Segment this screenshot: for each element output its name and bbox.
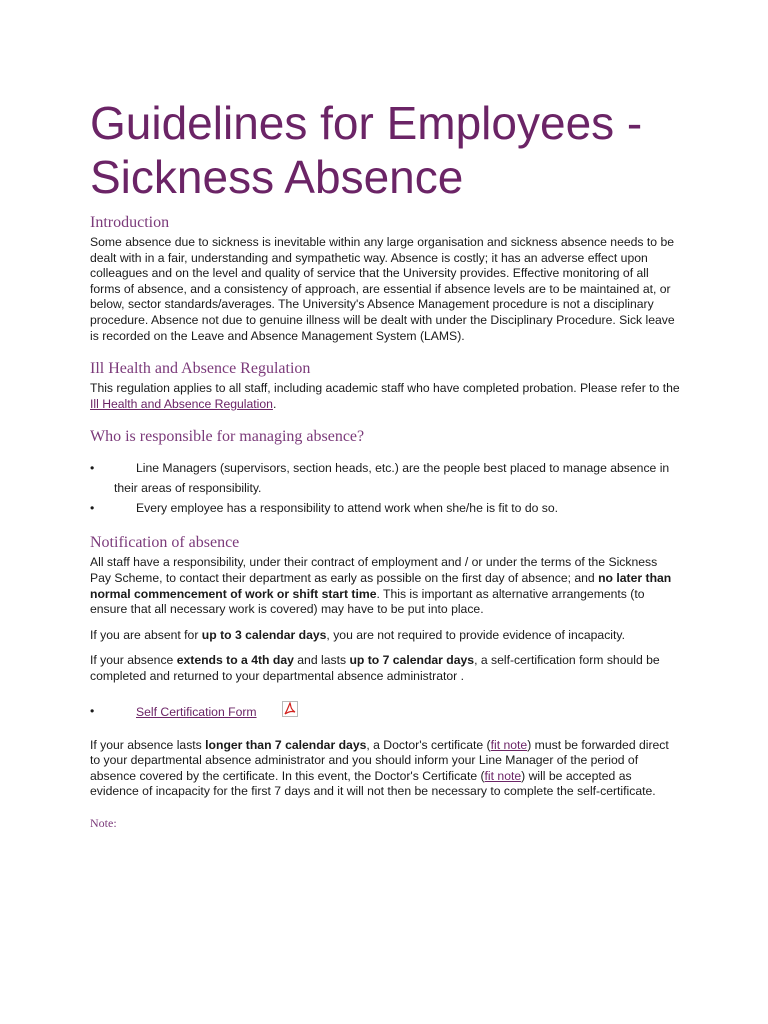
- regulation-text-before: This regulation applies to all staff, including academic staff who have completed probation. Please refer to the: [90, 381, 680, 396]
- regulation-heading: Ill Health and Absence Regulation: [90, 360, 311, 378]
- list-item: [90, 498, 680, 518]
- bullet-glyph: •: [90, 501, 95, 516]
- notification-p4-text-end: ) will be accepted as evidence of incapacity for the first 7 days and it will not then be necessary to complete the self-certificate.: [90, 768, 656, 799]
- page-title: [90, 96, 680, 204]
- responsible-heading: Who is responsible for managing absence?: [90, 428, 365, 446]
- notification-p2-text: If you are absent for: [90, 627, 202, 642]
- form-list: [90, 701, 680, 722]
- notification-p3-text-end: , a self-certification form should be completed and returned to your departmental absence administrator .: [90, 653, 660, 683]
- notification-p3-bold-1: extends to a 4th day: [176, 653, 294, 668]
- notification-paragraph-2: [90, 628, 680, 644]
- notification-heading: Notification of absence: [90, 534, 240, 552]
- title-line-2: Sickness Absence: [90, 151, 464, 203]
- notification-p2-bold: up to 3 calendar days: [201, 627, 327, 642]
- introduction-heading: Introduction: [90, 214, 170, 231]
- notification-paragraph-4: [90, 738, 680, 800]
- list-item-text: Every employee has a responsibility to attend work when she/he is fit to do so.: [136, 501, 559, 516]
- notification-p1-text-end: . This is important as alternative arrangements (to ensure that all necessary work is covered) may have to be put into place.: [90, 586, 645, 617]
- notification-p3-text: If your absence: [90, 653, 177, 668]
- notification-paragraph-3: [90, 653, 680, 684]
- self-certification-form-link[interactable]: Self Certification Form: [136, 704, 257, 719]
- notification-p4-text: If your absence lasts: [90, 737, 206, 752]
- notification-p3-bold-2: up to 7 calendar days: [349, 653, 475, 668]
- list-item: [90, 701, 680, 722]
- notification-p1-text: All staff have a responsibility, under their contract of employment and / or under the terms of the Sickness Pay Scheme, to contact their department as early as possible on the first day of absence; and: [90, 555, 658, 585]
- regulation-link[interactable]: Ill Health and Absence Regulation: [90, 396, 273, 411]
- notification-p3-text-mid: and lasts: [293, 653, 350, 668]
- title-line-1: Guidelines for Employees -: [90, 97, 643, 149]
- list-item-text: [114, 701, 276, 722]
- regulation-text: [90, 381, 680, 412]
- list-item: [90, 458, 680, 498]
- notification-p4-bold: longer than 7 calendar days: [205, 737, 367, 752]
- regulation-text-after: .: [272, 396, 277, 411]
- fit-note-link[interactable]: fit note: [484, 768, 522, 783]
- notification-p4-text-3: ) must be forwarded direct to your departmental absence administrator and you should inform your Line Manager of the period of absence covered by the certificate. In this event, the Doctor's Certificate (: [90, 737, 669, 783]
- introduction-text: Some absence due to sickness is inevitable within any large organisation and sickness absence needs to be dealt with in a fair, understanding and sympathetic way. Absence is costly; it has an adverse effect upon colleagues and on the level and quality of service that the University provides. Effective monitoring of all forms of absence, and a consistency of approach, are essential if absence levels are to be maintained at, or below, sector standards/averages. The University's Absence Management procedure is not a disciplinary procedure. Absence not due to genuine illness will be dealt with under the Disciplinary Procedure. Sick leave is recorded on the Leave and Absence Management System (LAMS).: [90, 235, 675, 343]
- note-label: Note:: [90, 815, 117, 830]
- notification-p4-text-2: , a Doctor's certificate (: [366, 737, 491, 752]
- notification-paragraph-1: [90, 555, 680, 617]
- bullet-glyph: •: [90, 461, 95, 476]
- document-body: [90, 96, 680, 831]
- notification-p1-bold: no later than normal commencement of work or shift start time: [90, 570, 672, 601]
- list-item-text: Line Managers (supervisors, section heads, etc.) are the people best placed to manage absence in their areas of responsibility.: [114, 461, 670, 496]
- bullet-glyph: •: [90, 703, 95, 718]
- pdf-icon[interactable]: [260, 701, 276, 717]
- responsible-list: [90, 458, 680, 518]
- notification-p2-text-end: , you are not required to provide evidence of incapacity.: [326, 627, 625, 642]
- fit-note-link[interactable]: fit note: [490, 737, 528, 752]
